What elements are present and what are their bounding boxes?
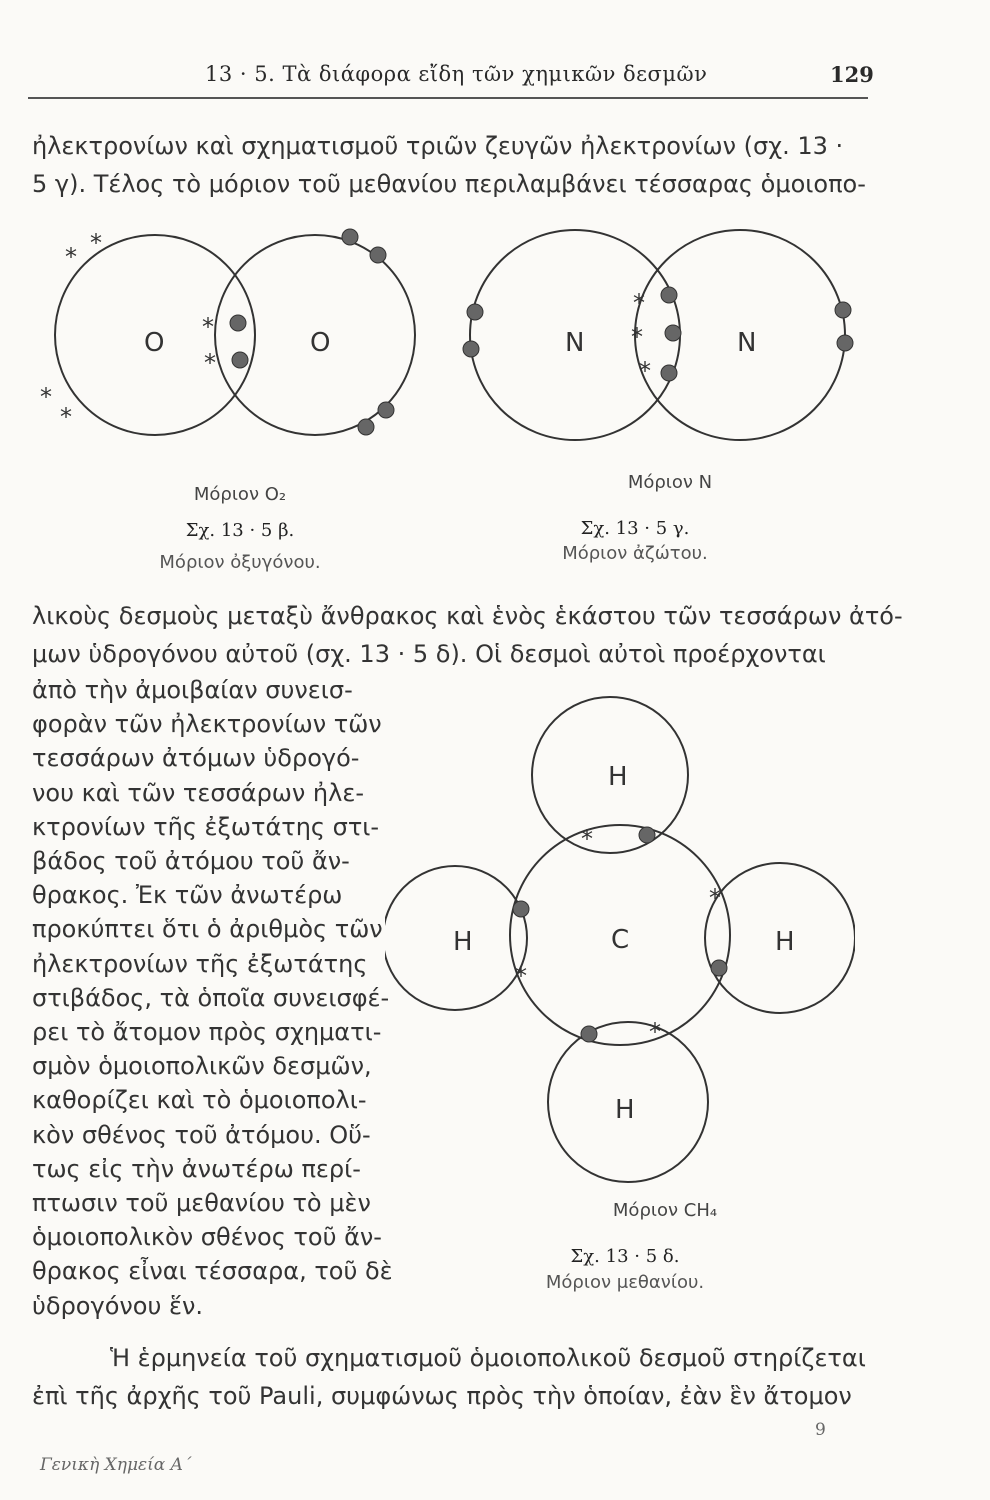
electron-dot: [661, 365, 677, 381]
electron-dot: [835, 302, 851, 318]
electron-dot: [581, 1026, 597, 1042]
h-atom-right-symbol: H: [775, 927, 795, 957]
text-line: κτρονίων τῆς ἐξωτάτης στι-: [32, 812, 380, 841]
o-atom-left-symbol: O: [144, 328, 165, 358]
text-line: ἠλεκτρονίων καὶ σχηματισμοῦ τριῶν ζευγῶν ἠλεκτρονίων (σχ. 13 ·: [32, 132, 844, 160]
electron-cross: *: [60, 403, 72, 431]
figure-o2-caption: Μόριον ὀξυγόνου.: [159, 552, 321, 573]
text-line: τεσσάρων ἀτόμων ὑδρογό-: [32, 744, 360, 773]
electron-dot: [232, 352, 248, 368]
electron-dot: [378, 402, 394, 418]
text-line: τως εἰς τὴν ἀνωτέρω περί-: [32, 1154, 361, 1183]
text-line: ἐπὶ τῆς ἀρχῆς τοῦ Pauli, συμφώνως πρὸς τὴν ὁποίαν, ἐὰν ἓν ἄτομον: [32, 1382, 852, 1410]
text-line: στιβάδος, τὰ ὁποῖα συνεισφέ-: [32, 983, 390, 1012]
h-atom-top-symbol: H: [608, 762, 628, 792]
n-atom-left-symbol: N: [565, 328, 585, 358]
electron-cross: *: [631, 323, 643, 351]
electron-dot: [467, 304, 483, 320]
electron-dot: [711, 960, 727, 976]
electron-dot: [661, 287, 677, 303]
figure-n2-diagram: [455, 215, 865, 455]
electron-cross: *: [515, 962, 527, 990]
electron-cross: *: [65, 243, 77, 271]
figure-ch4-label: Μόριον CH₄: [612, 1200, 718, 1221]
text-line: νου καὶ τῶν τεσσάρων ἠλε-: [32, 778, 364, 807]
text-line: ἠλεκτρονίων τῆς ἐξωτάτης: [32, 949, 368, 978]
electron-dot: [342, 229, 358, 245]
electron-dot: [230, 315, 246, 331]
h-atom-bottom-symbol: H: [615, 1095, 635, 1125]
text-line: φορὰν τῶν ἠλεκτρονίων τῶν: [32, 710, 382, 739]
text-line: μων ὑδρογόνου αὐτοῦ (σχ. 13 · 5 δ). Οἱ δεσμοὶ αὐτοὶ προέρχονται: [32, 640, 826, 668]
electron-cross: *: [204, 349, 216, 377]
electron-dot: [639, 827, 655, 843]
electron-cross: *: [639, 357, 651, 385]
text-line: ρει τὸ ἄτομον πρὸς σχηματι-: [32, 1018, 382, 1046]
o-atom-right-symbol: O: [310, 328, 331, 358]
electron-cross: *: [581, 825, 593, 853]
electron-dot: [463, 341, 479, 357]
figure-ch4-caption: Μόριον μεθανίου.: [545, 1272, 705, 1293]
electron-cross: *: [202, 313, 214, 341]
electron-cross: *: [40, 383, 52, 411]
figure-n2-caption: Μόριον ἀζώτου.: [562, 543, 708, 564]
text-line: προκύπτει ὅτι ὁ ἀριθμὸς τῶν: [32, 915, 383, 944]
text-line: βάδος τοῦ ἀτόμου τοῦ ἄν-: [32, 847, 350, 875]
text-line: πτωσιν τοῦ μεθανίου τὸ μὲν: [32, 1189, 371, 1217]
electron-dot: [370, 247, 386, 263]
n-atom-right-symbol: N: [737, 328, 757, 358]
figure-n2-label: Μόριον N: [627, 472, 713, 493]
text-line: θρακος. Ἐκ τῶν ἀνωτέρω: [32, 881, 343, 910]
electron-dot: [513, 901, 529, 917]
electron-cross: *: [649, 1018, 661, 1046]
figure-n2-number: Σχ. 13 · 5 γ.: [580, 518, 690, 539]
text-line: θρακος εἶναι τέσσαρα, τοῦ δὲ: [32, 1257, 393, 1286]
text-line: Ἡ ἑρμηνεία τοῦ σχηματισμοῦ ὁμοιοπολικοῦ δεσμοῦ στηρίζεται: [110, 1344, 866, 1372]
figure-ch4-diagram: [385, 690, 855, 1190]
page-number: 129: [830, 62, 874, 87]
text-line: ὁμοιοπολικὸν σθένος τοῦ ἄν-: [32, 1223, 382, 1252]
text-line: λικοὺς δεσμοὺς μεταξὺ ἄνθρακος καὶ ἑνὸς ἑκάστου τῶν τεσσάρων ἀτό-: [32, 602, 903, 630]
text-line: σμὸν ὁμοιοπολικῶν δεσμῶν,: [32, 1052, 372, 1081]
electron-cross: *: [90, 229, 102, 257]
running-header: 13 · 5. Τὰ διάφορα εἴδη τῶν χημικῶν δεσμῶν: [205, 62, 708, 86]
text-line: 5 γ). Τέλος τὸ μόριον τοῦ μεθανίου περιλαμβάνει τέσσαρας ὁμοιοπο-: [32, 170, 866, 198]
text-line: καθορίζει καὶ τὸ ὁμοιοπολι-: [32, 1086, 367, 1115]
header-rule: [28, 97, 868, 99]
text-line: ἀπὸ τὴν ἀμοιβαίαν συνεισ-: [32, 676, 353, 704]
figure-ch4-number: Σχ. 13 · 5 δ.: [570, 1246, 680, 1267]
figure-o2-number: Σχ. 13 · 5 β.: [185, 520, 295, 541]
electron-dot: [665, 325, 681, 341]
figure-o2-label: Μόριον O₂: [193, 484, 287, 505]
c-atom-symbol: C: [611, 925, 630, 955]
text-line: ὑδρογόνου ἕν.: [32, 1291, 203, 1320]
electron-dot: [358, 419, 374, 435]
electron-cross: *: [633, 289, 645, 317]
figure-o2-diagram: [20, 215, 440, 455]
electron-dot: [837, 335, 853, 351]
electron-cross: *: [709, 884, 721, 912]
book-title-footer: Γενικὴ Χημεία Α΄: [40, 1455, 192, 1475]
h-atom-left-symbol: H: [453, 927, 473, 957]
signature-mark: 9: [815, 1420, 826, 1440]
text-line: κὸν σθένος τοῦ ἀτόμου. Οὕ-: [32, 1120, 371, 1149]
